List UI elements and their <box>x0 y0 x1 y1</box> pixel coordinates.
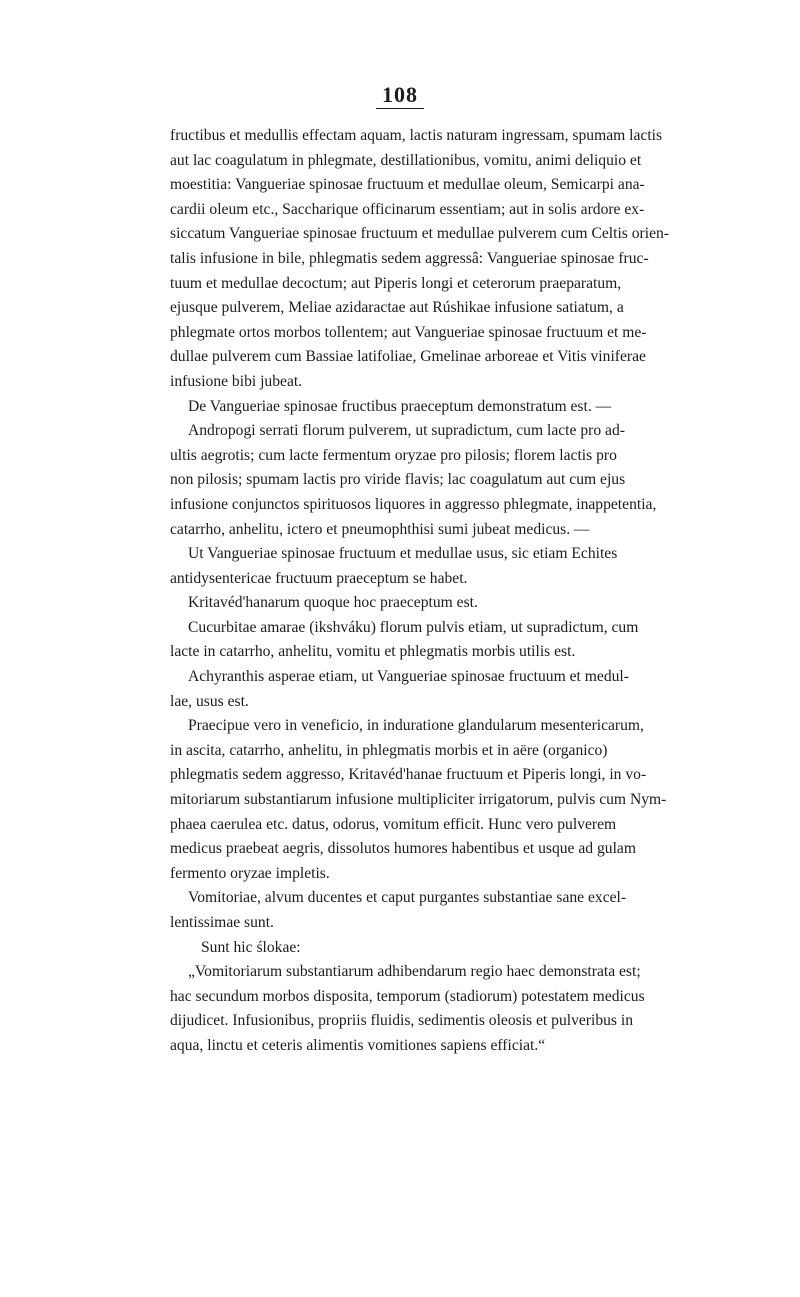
text-line: aut lac coagulatum in phlegmate, destillationibus, vomitu, animi deliquio et <box>170 151 642 169</box>
text-line: phlegmatis sedem aggresso, Kritavéd'hanae fructuum et Piperis longi, in vo- <box>170 766 647 784</box>
text-line: medicus praebeat aegris, dissolutos humores habentibus et usque ad gulam <box>170 840 636 858</box>
text-line: infusione bibi jubeat. <box>170 372 303 390</box>
text-line: lae, usus est. <box>170 692 249 710</box>
text-line: non pilosis; spumam lactis pro viride flavis; lac coagulatum aut cum ejus <box>170 471 626 489</box>
text-line: aqua, linctu et ceteris alimentis vomitiones sapiens efficiat.“ <box>170 1036 546 1054</box>
text-line: lacte in catarrho, anhelitu, vomitu et phlegmatis morbis utilis est. <box>170 643 576 661</box>
text-line: ultis aegrotis; cum lacte fermentum oryzae pro pilosis; florem lactis pro <box>170 446 617 464</box>
text-line: dijudicet. Infusionibus, propriis fluidis, sedimentis oleosis et pulveribus in <box>170 1012 634 1030</box>
text-line: De Vangueriae spinosae fructibus praeceptum demonstratum est. — <box>188 397 612 415</box>
text-line: lentissimae sunt. <box>170 914 274 931</box>
text-line: in ascita, catarrho, anhelitu, in phlegmatis morbis et in aëre (organico) <box>170 741 608 759</box>
page-number <box>0 82 800 109</box>
text-line: siccatum Vangueriae spinosae fructuum et medullae pulverem cum Celtis orien- <box>170 225 669 243</box>
text-line: tuum et medullae decoctum; aut Piperis longi et ceterorum praeparatum, <box>170 274 622 292</box>
text-line: talis infusione in bile, phlegmatis sedem aggressâ: Vangueriae spinosae fruc- <box>170 249 649 267</box>
text-line: „Vomitoriarum substantiarum adhibendarum regio haec demonstrata est; <box>188 963 641 981</box>
text-line: moestitia: Vangueriae spinosae fructuum et medullae oleum, Semicarpi ana- <box>170 176 645 194</box>
text-line: mitoriarum substantiarum infusione multipliciter irrigatorum, pulvis cum Nym- <box>170 791 667 809</box>
text-line: Sunt hic ślokae: <box>201 938 301 956</box>
text-line: phaea caerulea etc. datus, odorus, vomitum efficit. Hunc vero pulverem <box>170 815 617 833</box>
text-line: antidysentericae fructuum praeceptum se habet. <box>170 569 468 587</box>
text-line: Praecipue vero in veneficio, in induratione glandularum mesentericarum, <box>188 717 644 735</box>
text-line: infusione conjunctos spirituosos liquores in aggresso phlegmate, inappetentia, <box>170 495 657 513</box>
text-line: fermento oryzae impletis. <box>170 864 330 882</box>
text-line: phlegmate ortos morbos tollentem; aut Vangueriae spinosae fructuum et me- <box>170 323 647 341</box>
text-line: hac secundum morbos disposita, temporum (stadiorum) potestatem medicus <box>170 987 645 1005</box>
text-line: catarrho, anhelitu, ictero et pneumophthisi sumi jubeat medicus. — <box>170 520 590 538</box>
text-line: Achyranthis asperae etiam, ut Vangueriae spinosae fructuum et medul- <box>188 668 629 686</box>
text-line: cardii oleum etc., Saccharique officinarum essentiam; aut in solis ardore ex- <box>170 200 645 218</box>
text-line: ejusque pulverem, Meliae azidaractae aut Rúshikae infusione satiatum, a <box>170 299 624 317</box>
text-line: Cucurbitae amarae (ikshváku) florum pulvis etiam, ut supradictum, cum <box>188 618 639 636</box>
text-line: Kritavéd'hanarum quoque hoc praeceptum est. <box>188 594 478 612</box>
text-line: Vomitoriae, alvum ducentes et caput purgantes substantiae sane excel- <box>188 889 627 907</box>
text-line: dullae pulverem cum Bassiae latifoliae, Gmelinae arboreae et Vitis viniferae <box>170 348 646 366</box>
body-text <box>170 124 669 1059</box>
text-line: Ut Vangueriae spinosae fructuum et medullae usus, sic etiam Echites <box>188 545 618 563</box>
text-line: fructibus et medullis effectam aquam, lactis naturam ingressam, spumam lactis <box>170 127 663 144</box>
text-line: Andropogi serrati florum pulverem, ut supradictum, cum lacte pro ad- <box>188 422 625 440</box>
page-number-label: 108 <box>376 83 424 109</box>
